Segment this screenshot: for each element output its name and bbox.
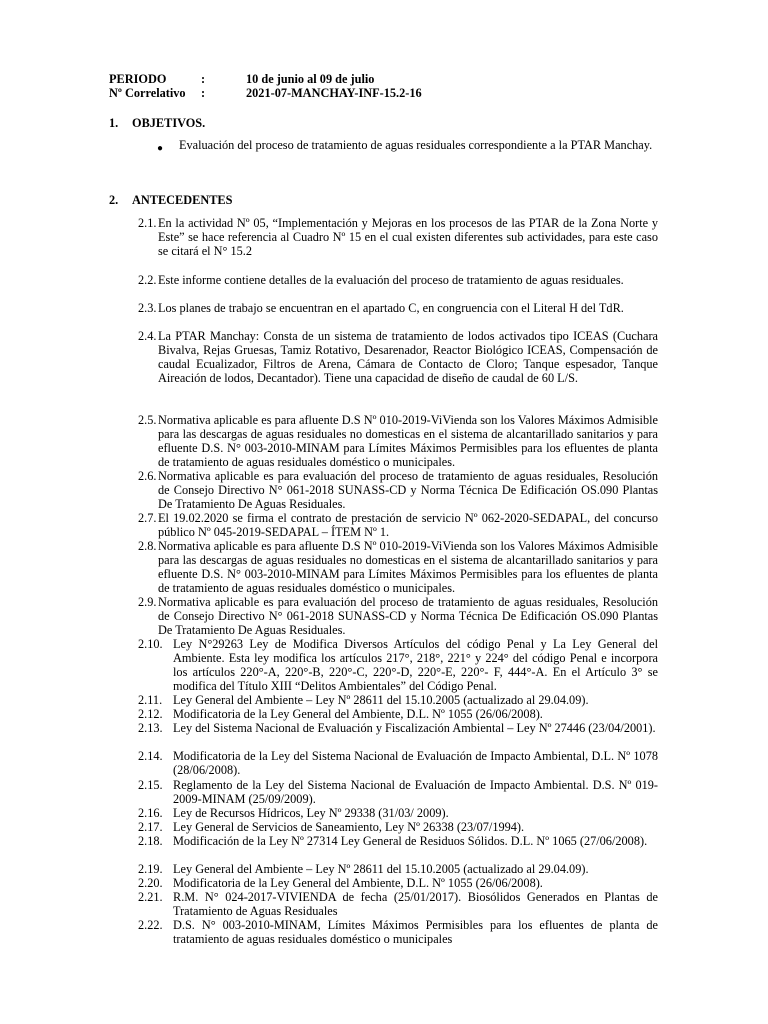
list-item bbox=[138, 469, 658, 511]
item-text: Normativa aplicable es para evaluación del proceso de tratamiento de aguas residuales, Resolución de Consejo Directivo N° 061-2018 SUNASS-CD y Norma Técnica De Edificación OS.090 Plantas De Tratamiento De Aguas Residuales. bbox=[158, 595, 658, 637]
list-item bbox=[138, 806, 658, 820]
list-item bbox=[138, 595, 658, 637]
item-text: Normativa aplicable es para afluente D.S Nº 010-2019-ViVienda son los Valores Máximos Admisible para las descargas de aguas residuales no domesticas en el sistema de alcantarillado sanitarios y para efluente D.S. N° 003-2010-MINAM para Límites Máximos Permisibles para los efluentes de planta de tratamiento de aguas residuales doméstico o municipales. bbox=[158, 413, 658, 469]
item-text: Ley de Recursos Hídricos, Ley Nº 29338 (31/03/ 2009). bbox=[173, 806, 449, 820]
list-item bbox=[138, 918, 658, 946]
section-title: OBJETIVOS. bbox=[132, 116, 206, 130]
item-text: Este informe contiene detalles de la evaluación del proceso de tratamiento de aguas residuales. bbox=[158, 273, 624, 287]
item-text: Modificación de la Ley Nº 27314 Ley General de Residuos Sólidos. D.L. Nº 1065 (27/06/2008). bbox=[173, 834, 648, 848]
item-number: 2.21. bbox=[138, 890, 163, 904]
list-item bbox=[138, 329, 658, 385]
item-number: 2.9. bbox=[138, 595, 157, 609]
list-item bbox=[138, 637, 658, 693]
list-item bbox=[138, 876, 658, 890]
item-number: 2.7. bbox=[138, 511, 157, 525]
item-number: 2.15. bbox=[138, 778, 163, 792]
item-number: 2.16. bbox=[138, 806, 163, 820]
list-item bbox=[138, 834, 658, 848]
item-number: 2.10. bbox=[138, 637, 163, 651]
correlativo-value: 2021-07-MANCHAY-INF-15.2-16 bbox=[246, 86, 422, 100]
item-text: El 19.02.2020 se firma el contrato de prestación de servicio Nº 062-2020-SEDAPAL, del concurso público Nº 045-2019-SEDAPAL – ÍTEM Nº 1. bbox=[158, 511, 658, 539]
item-number: 2.12. bbox=[138, 707, 163, 721]
periodo-colon: : bbox=[201, 72, 206, 86]
item-text: La PTAR Manchay: Consta de un sistema de tratamiento de lodos activados tipo ICEAS (Cuchara Bivalva, Rejas Gruesas, Tamiz Rotativo, Desarenador, Reactor Biológico ICEAS, Compensación de caudal Ecualizador, Filtros de Arena, Cámara de Contacto de Cloro; Tanque espesador, Tanque Aireación de lodos, Decantador). Tiene una capacidad de diseño de caudal de 60 L/S. bbox=[158, 329, 658, 385]
item-text: Ley del Sistema Nacional de Evaluación y Fiscalización Ambiental – Ley Nº 27446 (23/04/2001). bbox=[173, 721, 656, 735]
list-item bbox=[138, 721, 658, 735]
item-text: Modificatoria de la Ley General del Ambiente, D.L. Nº 1055 (26/06/2008). bbox=[173, 707, 543, 721]
list-item bbox=[138, 511, 658, 539]
item-number: 2.2. bbox=[138, 273, 157, 287]
item-number: 2.8. bbox=[138, 539, 157, 553]
item-text: Modificatoria de la Ley General del Ambiente, D.L. Nº 1055 (26/06/2008). bbox=[173, 876, 543, 890]
item-text: Normativa aplicable es para evaluación del proceso de tratamiento de aguas residuales, Resolución de Consejo Directivo N° 061-2018 SUNASS-CD y Norma Técnica De Edificación OS.090 Plantas De Tratamiento De Aguas Residuales. bbox=[158, 469, 658, 511]
item-text: Ley N°29263 Ley de Modifica Diversos Artículos del código Penal y La Ley General del Ambiente. Esta ley modifica los artículos 217°, 218°, 221° y 224° del código Penal e incorpora los artículos 220°-A, 220°-B, 220°-C, 220°-D, 220°-E, 220°- F, 444°-A. En el Artículo 3° se modifica del Título XIII “Delitos Ambientales” del Código Penal. bbox=[173, 637, 658, 693]
list-item bbox=[138, 707, 658, 721]
item-number: 2.1. bbox=[138, 216, 157, 230]
item-number: 2.18. bbox=[138, 834, 163, 848]
list-item bbox=[138, 539, 658, 595]
item-number: 2.19. bbox=[138, 862, 163, 876]
correlativo-label: Nº Correlativo bbox=[109, 86, 186, 100]
item-text: Ley General del Ambiente – Ley Nº 28611 del 15.10.2005 (actualizado al 29.04.09). bbox=[173, 693, 589, 707]
objetivos-text: Evaluación del proceso de tratamiento de aguas residuales correspondiente a la PTAR Manchay. bbox=[179, 138, 653, 152]
item-text: Modificatoria de la Ley del Sistema Nacional de Evaluación de Impacto Ambiental, D.L. Nº 1078 (28/06/2008). bbox=[173, 749, 658, 777]
list-item bbox=[138, 778, 658, 806]
item-number: 2.20. bbox=[138, 876, 163, 890]
item-number: 2.3. bbox=[138, 301, 157, 315]
item-text: R.M. N° 024-2017-VIVIENDA de fecha (25/01/2017). Biosólidos Generados en Plantas de Tratamiento de Aguas Residuales bbox=[173, 890, 658, 918]
bullet-icon: ● bbox=[157, 143, 164, 154]
item-number: 2.4. bbox=[138, 329, 157, 343]
periodo-value: 10 de junio al 09 de julio bbox=[246, 72, 375, 86]
item-text: Ley General de Servicios de Saneamiento, Ley Nº 26338 (23/07/1994). bbox=[173, 820, 525, 834]
item-number: 2.22. bbox=[138, 918, 163, 932]
section-number: 2. bbox=[109, 193, 119, 207]
list-item bbox=[138, 693, 658, 707]
item-number: 2.14. bbox=[138, 749, 163, 763]
item-number: 2.5. bbox=[138, 413, 157, 427]
list-item bbox=[138, 301, 658, 315]
item-text: En la actividad Nº 05, “Implementación y Mejoras en los procesos de las PTAR de la Zona Norte y Este” se hace referencia al Cuadro Nº 15 en el cual existen diferentes sub actividades, para este caso se citará el N° 15.2 bbox=[158, 216, 658, 258]
list-item bbox=[138, 862, 658, 876]
item-text: Los planes de trabajo se encuentran en el apartado C, en congruencia con el Literal H del TdR. bbox=[158, 301, 624, 315]
section-title: ANTECEDENTES bbox=[132, 193, 233, 207]
item-text: Reglamento de la Ley del Sistema Nacional de Evaluación de Impacto Ambiental. D.S. Nº 019-2009-MINAM (25/09/2009). bbox=[173, 778, 658, 806]
item-text: Ley General del Ambiente – Ley Nº 28611 del 15.10.2005 (actualizado al 29.04.09). bbox=[173, 862, 589, 876]
list-item bbox=[138, 273, 658, 287]
list-item bbox=[138, 749, 658, 777]
item-text: Normativa aplicable es para afluente D.S Nº 010-2019-ViVienda son los Valores Máximos Admisible para las descargas de aguas residuales no domesticas en el sistema de alcantarillado sanitarios y para efluente D.S. N° 003-2010-MINAM para Límites Máximos Permisibles para los efluentes de planta de tratamiento de aguas residuales doméstico o municipales. bbox=[158, 539, 658, 595]
list-item bbox=[138, 413, 658, 469]
section-number: 1. bbox=[109, 116, 119, 130]
periodo-label: PERIODO bbox=[109, 72, 167, 86]
item-number: 2.6. bbox=[138, 469, 157, 483]
list-item bbox=[138, 890, 658, 918]
item-number: 2.11. bbox=[138, 693, 163, 707]
item-text: D.S. N° 003-2010-MINAM, Límites Máximos Permisibles para los efluentes de planta de tratamiento de aguas residuales doméstico o municipales bbox=[173, 918, 658, 946]
correlativo-colon: : bbox=[201, 86, 206, 100]
list-item bbox=[138, 216, 658, 258]
item-number: 2.13. bbox=[138, 721, 163, 735]
item-number: 2.17. bbox=[138, 820, 163, 834]
list-item bbox=[138, 820, 658, 834]
